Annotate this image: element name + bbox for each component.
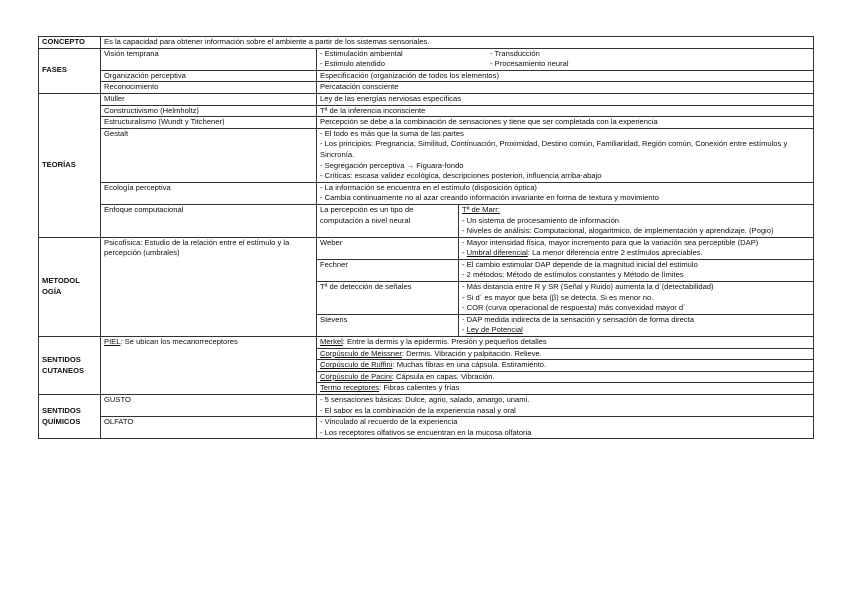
- fases-label: FASES: [39, 48, 101, 93]
- fase-desc: Especificación (organización de todos los elementos): [317, 70, 814, 82]
- receptor-item: Termo receptores: Fibras calientes y frías: [317, 383, 814, 395]
- teoria-mid: La percepción es un tipo de computación a nivel neural: [317, 204, 459, 237]
- fases-row: [39, 70, 814, 82]
- concepto-row: [39, 37, 814, 49]
- fase-name: Reconocimiento: [101, 82, 317, 94]
- metodo-name: Weber: [317, 237, 459, 259]
- teoria-desc: Percepción se debe a la combinación de sensaciones y tiene que ser completada con la experiencia: [317, 117, 814, 129]
- quimicos-row: [39, 417, 814, 439]
- teorias-row: [39, 204, 814, 237]
- sentido-name: GUSTO: [101, 395, 317, 417]
- metodo-desc: - DAP medida indirecta de la sensación y sensación de forma directa - Ley de Potencial: [459, 314, 814, 336]
- teoria-name: Gestalt: [101, 128, 317, 182]
- metodo-name: Fechner: [317, 259, 459, 281]
- teorias-label: TEORÍAS: [39, 93, 101, 237]
- teoria-name: Estructuralismo (Wundt y Titchener): [101, 117, 317, 129]
- concepto-label: CONCEPTO: [39, 37, 101, 49]
- cutaneos-label: SENTIDOS CUTANEOS: [39, 337, 101, 395]
- fase-name: Organización perceptiva: [101, 70, 317, 82]
- receptor-item: Corpúsculo de Ruffini: Muchas fibras en una cápsula. Estiramiento.: [317, 360, 814, 372]
- receptor-item: Merkel: Entre la dermis y la epidermis. Presión y pequeños detalles: [317, 337, 814, 349]
- concepto-text: Es la capacidad para obtener información sobre el ambiente a partir de los sistemas sensoriales.: [101, 37, 814, 49]
- teoria-name: Constructivismo (Helmholtz): [101, 105, 317, 117]
- fase-desc: - Estimulación ambiental - Transducción - Estimulo atendido - Procesamiento neural: [317, 48, 814, 70]
- summary-table: [38, 36, 814, 439]
- fase-name: Visión temprana: [101, 48, 317, 70]
- fases-row: [39, 48, 814, 70]
- metodologia-row: [39, 237, 814, 259]
- teoria-name: Müller: [101, 93, 317, 105]
- receptor-item: Corpúsculo de Pacini: Cápsula en capas. Vibración.: [317, 371, 814, 383]
- teorias-row: [39, 117, 814, 129]
- sentido-name: OLFATO: [101, 417, 317, 439]
- metodo-desc: - Más distancia entre R y SR (Señal y Ruido) aumenta la d´(detectabilidad) - Si d´ es mayor que beta (β) se detecta. Si es menor no. - COR (curva operacional de respuesta) más convexidad mayor d´: [459, 282, 814, 315]
- fases-row: [39, 82, 814, 94]
- metodo-desc: - Mayor intensidad física, mayor incremento para que la variación sea perceptible (DAP) - Umbral diferencial: La menor diferencia entre 2 estímulos apreciables.: [459, 237, 814, 259]
- teorias-row: [39, 128, 814, 182]
- teorias-row: [39, 105, 814, 117]
- receptor-item: Corpúsculo de Meissner: Dermis. Vibración y palpitación. Relieve.: [317, 348, 814, 360]
- teoria-desc: Tª de la inferencia inconsciente: [317, 105, 814, 117]
- metodo-name: Stevens: [317, 314, 459, 336]
- teoria-desc: - El todo es más que la suma de las partes - Los principios: Pregnancia, Similitud, Continuación, Proximidad, Destino común, Familiaridad, Región común, Conexión entre estímulos y Sincronía. - Segregación perceptiva → Figuara-fondo - Críticas: escasa validez ecológica, descripciones posteriori, influencia arriba-abajo: [317, 128, 814, 182]
- teoria-name: Enfoque computacional: [101, 204, 317, 237]
- teorias-row: [39, 93, 814, 105]
- quimicos-row: [39, 395, 814, 417]
- teoria-desc: Tª de Marr: - Un sistema de procesamiento de información - Niveles de análisis: Computacional, alogaritmico, de implementación y aprendizaje. (Pogio): [459, 204, 814, 237]
- psicofisica: Psicofísica: Estudio de la relación entre el estímulo y la percepción (umbrales): [101, 237, 317, 336]
- metodo-name: Tª de detección de señales: [317, 282, 459, 315]
- teoria-desc: Ley de las energías nerviosas específicas: [317, 93, 814, 105]
- metodologia-label: METODOL OGÍA: [39, 237, 101, 336]
- metodo-desc: - El cambio estimular DAP depende de la magnitud inicial del estimulo - 2 métodos: Método de estímulos constantes y Método de límites: [459, 259, 814, 281]
- teorias-row: [39, 182, 814, 204]
- quimicos-label: SENTIDOS QUÍMICOS: [39, 395, 101, 439]
- cutaneos-row: [39, 337, 814, 349]
- teoria-desc: - La información se encuentra en el estímulo (disposición óptica) - Cambia continuamente no al azar creando información invariante en forma de textura y movimiento: [317, 182, 814, 204]
- fase-desc: Percatación consciente: [317, 82, 814, 94]
- piel-desc: PIEL: Se ubican los mecanorreceptores: [101, 337, 317, 395]
- teoria-name: Ecología perceptiva: [101, 182, 317, 204]
- sentido-desc: - 5 sensaciones básicas: Dulce, agrio, salado, amargo, unami. - El sabor es la combinación de la experiencia nasal y oral: [317, 395, 814, 417]
- sentido-desc: - Vinculado al recuerdo de la experiencia - Los receptores olfativos se encuentran en la mucosa olfatoria: [317, 417, 814, 439]
